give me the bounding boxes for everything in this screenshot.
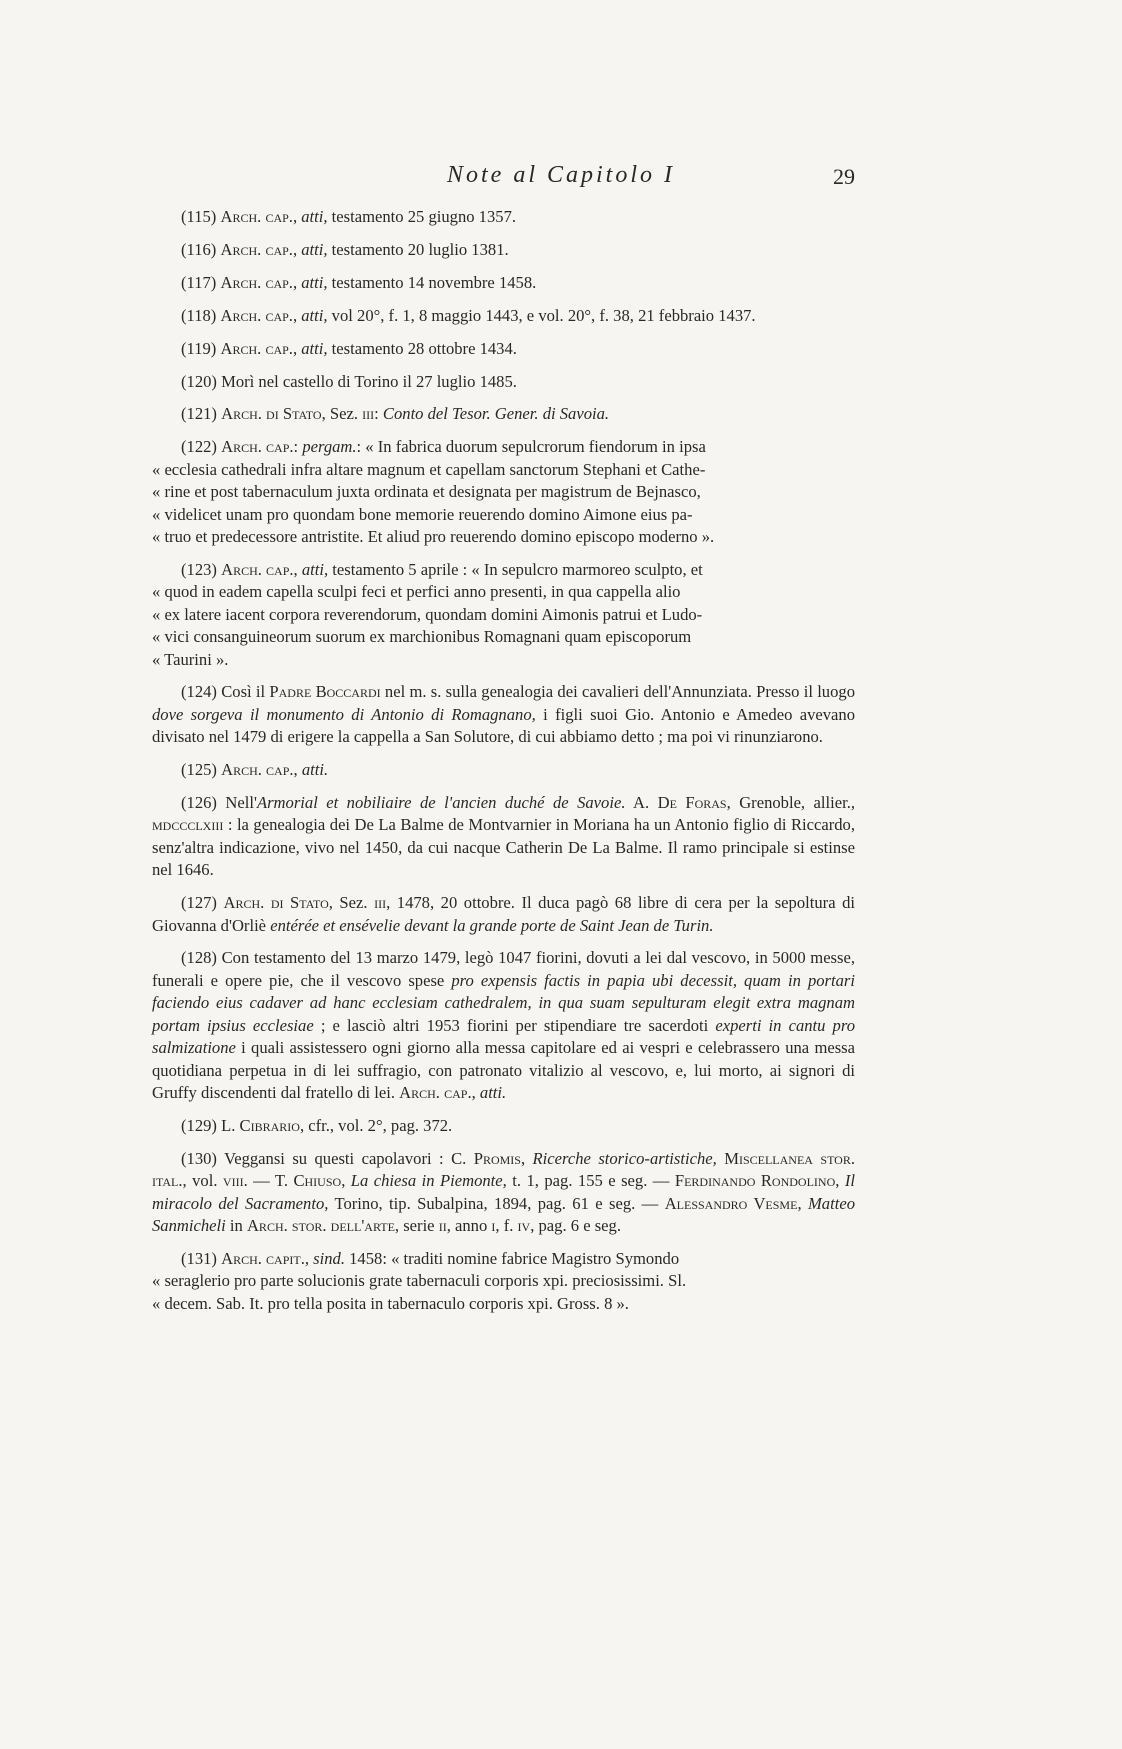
- footnote-text: [152, 947, 855, 1104]
- text-run: ,: [797, 1193, 808, 1213]
- text-run: (124) Così il: [181, 682, 270, 702]
- text-run: (123): [181, 559, 222, 579]
- text-run: (116): [181, 239, 221, 259]
- italic-text: dove sorgeva il monumento di Antonio di Romagnano,: [152, 704, 536, 724]
- text-run: (131): [181, 1248, 222, 1268]
- text-run: ,: [292, 338, 302, 358]
- small-caps-text: Cibrario: [239, 1115, 300, 1135]
- text-run: ,: [293, 559, 302, 579]
- small-caps-text: Arch. capit.: [221, 1248, 305, 1268]
- footnote-text: [152, 1248, 855, 1270]
- text-run: ,: [292, 239, 302, 259]
- small-caps-text: Arch. cap.: [221, 559, 294, 579]
- footnote-121: [152, 403, 855, 425]
- text-run: ,: [292, 272, 302, 292]
- small-caps-text: Arch. cap.: [220, 207, 293, 226]
- small-caps-text: viii: [222, 1171, 244, 1191]
- text-run: testamento 25 giugno 1357.: [327, 207, 517, 226]
- running-head: [0, 162, 1122, 194]
- footnote-128: [152, 947, 855, 1104]
- quote-line: « seraglerio pro parte solucionis grate tabernaculi corporis xpi. preciosissimi. Sl.: [152, 1271, 687, 1291]
- text-run: ,: [471, 1082, 480, 1102]
- small-caps-text: Arch. cap.: [220, 338, 293, 358]
- italic-text: Armorial et nobiliaire de l'ancien duché de Savoie.: [256, 793, 626, 813]
- text-run: in: [225, 1215, 247, 1235]
- footnote-115: [152, 206, 855, 228]
- text-run: (119): [181, 338, 221, 358]
- text-run: (120) Morì nel castello di Torino il 27 luglio 1485.: [181, 371, 517, 391]
- text-run: . — T.: [243, 1171, 294, 1191]
- page-number: 29: [833, 164, 855, 189]
- footnote-124: [152, 681, 855, 748]
- text-run: , Sez.: [321, 404, 363, 424]
- small-caps-text: iv: [517, 1215, 531, 1235]
- italic-text: atti.: [301, 760, 329, 780]
- footnote-text: [152, 403, 855, 425]
- text-run: testamento 14 novembre 1458.: [327, 272, 537, 292]
- text-run: (127): [181, 893, 224, 913]
- footnote-120: [152, 371, 855, 393]
- footnote-131: [152, 1248, 855, 1315]
- text-run: ,: [293, 760, 302, 780]
- text-run: , Sez.: [328, 893, 375, 913]
- footnote-text: [152, 239, 855, 261]
- text-run: A.: [625, 793, 658, 813]
- small-caps-text: iii: [374, 893, 387, 913]
- footnote-130: [152, 1148, 855, 1238]
- text-run: Torino, tip. Subalpina, 1894, pag. 61 e seg. —: [328, 1193, 665, 1213]
- quote-line: « ex latere iacent corpora reverendorum, quondam domini Aimonis patrui et Ludo-: [152, 604, 703, 624]
- italic-text: sind.: [313, 1248, 345, 1268]
- text-run: ,: [520, 1148, 533, 1168]
- italic-text: entérée et ensévelie devant la grande porte de Saint Jean de Turin.: [270, 915, 714, 935]
- text-run: , vol.: [182, 1171, 223, 1191]
- small-caps-text: Chiuso: [293, 1171, 342, 1191]
- quote-line: « Taurini ».: [152, 649, 229, 669]
- text-run: ,: [341, 1171, 351, 1191]
- footnote-127: [152, 892, 855, 937]
- text-run: ; e lasciò altri 1953 fiorini per stipendiare tre sacerdoti: [313, 1015, 716, 1035]
- italic-text: atti,: [301, 338, 328, 358]
- quote-line: « videlicet unam pro quondam bone memorie reuerendo domino Aimone eius pa-: [152, 504, 693, 524]
- footnote-text: [152, 206, 855, 228]
- text-run: ,: [292, 305, 302, 325]
- text-run: , 1478, 20 ottobre. Il duca pagò 68 libre di cera per la sepoltura di Giovanna d'Orliè: [152, 893, 855, 935]
- italic-text: pro expensis factis in papia ubi decessit, quam in portari faciendo eius cadaver ad hanc ecclesiam cathedralem, in qua suam sepulturam elegit extra magnam portam ipsius ecclesiae: [152, 970, 855, 1035]
- footnote-text: [152, 305, 855, 327]
- italic-text: atti,: [301, 559, 329, 579]
- small-caps-text: Arch. cap.: [220, 272, 293, 292]
- small-caps-text: Arch. di Stato: [223, 893, 329, 913]
- footnote-129: [152, 1115, 855, 1137]
- text-run: (118): [181, 305, 221, 325]
- small-caps-text: Ferdinando Rondolino: [674, 1171, 836, 1191]
- footnote-117: [152, 272, 855, 294]
- footnote-118: [152, 305, 855, 327]
- text-run: t. 1, pag. 155 e seg. —: [506, 1171, 675, 1191]
- footnote-119: [152, 338, 855, 360]
- small-caps-text: Miscellanea stor. ital.: [152, 1148, 855, 1191]
- text-run: 1458: « traditi nomine fabrice Magistro Symondo: [344, 1248, 680, 1268]
- footnote-126: [152, 792, 855, 882]
- italic-text: Il miracolo del Sacramento,: [152, 1171, 855, 1213]
- text-run: nel m. s. sulla genealogia dei cavalieri dell'Annunziata. Presso il luogo: [380, 682, 855, 702]
- footnote-122: [152, 436, 855, 548]
- small-caps-text: Alessandro Vesme: [664, 1193, 798, 1213]
- text-run: (121): [181, 404, 222, 424]
- text-run: (128) Con testamento del 13 marzo 1479, legò 1047 fiorini, dovuti a lei dal vescovo, in 5000 messe, funerali e opere pie, che il vescovo spese: [152, 948, 855, 990]
- footnote-text: [152, 559, 855, 581]
- italic-text: atti,: [301, 239, 328, 259]
- text-run: : « In fabrica duorum sepulcrorum fiendorum in ipsa: [356, 437, 706, 457]
- text-run: testamento 5 aprile : « In sepulcro marmoreo sculpto, et: [328, 559, 703, 579]
- text-run: i quali assistessero ogni giorno alla messa capitolare ed ai vespri e celebrassero una messa quotidiana perpetua in di lei suffragio, con patronato vitalizio al vescovo, e, lui morto, ai signori di Gruffy discendenti dal fratello di lei.: [152, 1038, 855, 1102]
- small-caps-text: Arch. cap.: [220, 305, 293, 325]
- footnote-text: [152, 1148, 855, 1238]
- small-caps-text: Promis: [473, 1148, 521, 1168]
- text-run: ,: [304, 1248, 314, 1268]
- italic-text: Matteo Sanmicheli: [152, 1193, 855, 1235]
- text-run: , Grenoble, allier.,: [726, 793, 855, 813]
- small-caps-text: Arch. di Stato: [221, 404, 322, 424]
- running-head-title: Note al Capitolo I: [447, 162, 675, 188]
- small-caps-text: ii: [438, 1215, 447, 1235]
- small-caps-text: mdccclxiii: [152, 815, 224, 835]
- text-run: , anno: [446, 1215, 492, 1235]
- text-run: (126) Nell': [181, 793, 257, 813]
- text-run: , pag. 6 e seg.: [530, 1215, 621, 1235]
- quote-line: « quod in eadem capella sculpi feci et perfici anno presenti, in qua cappella alio: [152, 582, 681, 602]
- small-caps-text: iii: [362, 404, 375, 424]
- italic-text: pergam.: [302, 437, 357, 457]
- footnote-text: [152, 759, 855, 781]
- italic-text: La chiesa in Piemonte,: [350, 1171, 507, 1191]
- small-caps-text: De Foras: [657, 793, 727, 813]
- quote-line: « rine et post tabernaculum juxta ordinata et designata per magistrum de Bejnasco,: [152, 482, 701, 502]
- italic-text: atti.: [479, 1082, 507, 1102]
- text-run: vol 20°, f. 1, 8 maggio 1443, e vol. 20°, f. 38, 21 febbraio 1437.: [327, 305, 756, 325]
- footnote-116: [152, 239, 855, 261]
- italic-text: Ricerche storico-artistiche,: [532, 1148, 717, 1168]
- footnote-text: [152, 1115, 855, 1137]
- text-run: ,: [835, 1171, 845, 1191]
- footnote-123: [152, 559, 855, 671]
- quote-line: « decem. Sab. It. pro tella posita in tabernaculo corporis xpi. Gross. 8 ».: [152, 1293, 629, 1313]
- footnote-text: [152, 681, 855, 748]
- small-caps-text: i: [491, 1215, 496, 1235]
- italic-text: atti,: [301, 305, 328, 325]
- text-run: i figli suoi Gio. Antonio e Amedeo avevano divisato nel 1479 di erigere la cappella a San Solutore, di cui abbiamo detto ; ma poi vi rinunziarono.: [152, 704, 855, 747]
- small-caps-text: Arch. cap.: [221, 437, 294, 457]
- quote-line: « vici consanguineorum suorum ex marchionibus Romagnani quam episcoporum: [152, 627, 692, 647]
- small-caps-text: Arch. cap.: [399, 1082, 472, 1102]
- footnote-text: [152, 371, 855, 393]
- italic-text: experti in cantu pro salmizatione: [152, 1015, 855, 1058]
- text-run: ,: [292, 207, 302, 226]
- italic-text: atti,: [301, 272, 328, 292]
- small-caps-text: Arch. stor. dell'arte: [246, 1215, 395, 1235]
- text-run: (129) L.: [181, 1115, 240, 1135]
- footnote-text: [152, 272, 855, 294]
- quote-line: « truo et predecessore antristite. Et aliud pro reuerendo domino episcopo moderno ».: [152, 526, 715, 546]
- footnotes-list: [152, 206, 855, 1326]
- small-caps-text: Arch. cap.: [221, 760, 294, 780]
- small-caps-text: Arch. cap.: [220, 239, 293, 259]
- text-run: :: [374, 404, 383, 424]
- text-run: , serie: [394, 1215, 439, 1235]
- footnote-text: [152, 892, 855, 937]
- text-run: testamento 28 ottobre 1434.: [327, 338, 517, 358]
- text-run: (122): [181, 437, 222, 457]
- footnote-text: [152, 338, 855, 360]
- text-run: (130) Veggansi su questi capolavori : C.: [181, 1148, 474, 1168]
- footnote-125: [152, 759, 855, 781]
- text-run: , f.: [495, 1215, 518, 1235]
- text-run: testamento 20 luglio 1381.: [327, 239, 509, 259]
- italic-text: Conto del Tesor. Gener. di Savoia.: [382, 404, 610, 424]
- text-run: , cfr., vol. 2°, pag. 372.: [299, 1115, 453, 1135]
- small-caps-text: Padre Boccardi: [269, 682, 381, 702]
- text-run: (125): [181, 760, 222, 780]
- footnote-text: [152, 436, 855, 458]
- footnote-text: [152, 792, 855, 882]
- text-run: :: [293, 437, 303, 457]
- quote-line: « ecclesia cathedrali infra altare magnum et capellam sanctorum Stephani et Cathe-: [152, 459, 706, 479]
- text-run: (115): [181, 207, 221, 226]
- italic-text: atti,: [301, 207, 328, 226]
- text-run: (117): [181, 272, 221, 292]
- text-run: : la genealogia dei De La Balme de Montvarnier in Moriana ha un Antonio figlio di Riccardo, senz'altra indicazione, vivo nel 1450, da cui nacque Catherin De La Balme. Il ramo principale si estinse nel 1646.: [152, 815, 855, 880]
